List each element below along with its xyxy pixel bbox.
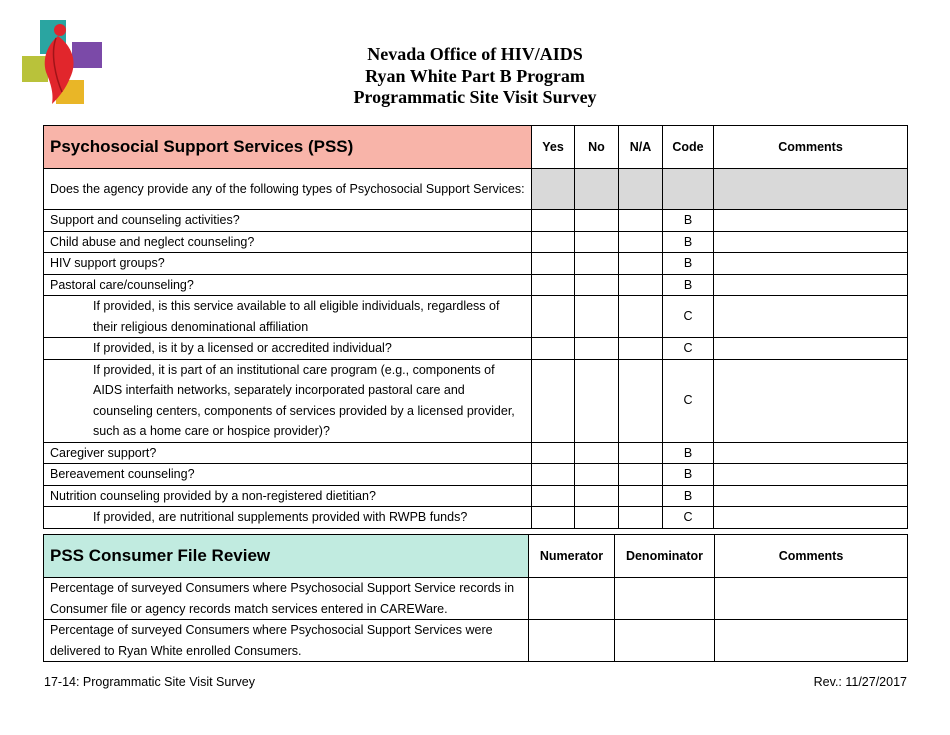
col-comments-header: Comments	[715, 535, 908, 578]
numerator-cell[interactable]	[529, 620, 615, 662]
comments-cell[interactable]	[714, 359, 908, 442]
comments-cell[interactable]	[714, 442, 908, 464]
pss-table-header-row	[44, 126, 908, 169]
no-cell[interactable]	[575, 507, 619, 529]
question-text: If provided, are nutritional supplements provided with RWPB funds?	[44, 507, 532, 529]
file-review-header-row	[44, 535, 908, 578]
yes-cell[interactable]	[532, 274, 575, 296]
table-row	[44, 210, 908, 232]
table-row	[44, 253, 908, 275]
code-cell: B	[663, 485, 714, 507]
footer-revision-date: Rev.: 11/27/2017	[813, 675, 907, 689]
comments-cell[interactable]	[714, 274, 908, 296]
pss-file-review-table	[43, 534, 908, 662]
code-cell: C	[663, 359, 714, 442]
code-cell: B	[663, 442, 714, 464]
question-text: Nutrition counseling provided by a non-registered dietitian?	[44, 485, 532, 507]
yes-cell[interactable]	[532, 253, 575, 275]
col-comments-header: Comments	[714, 126, 908, 169]
table-row	[44, 169, 908, 210]
table-row	[44, 507, 908, 529]
no-cell[interactable]	[575, 210, 619, 232]
yes-cell[interactable]	[532, 210, 575, 232]
no-cell[interactable]	[575, 464, 619, 486]
no-cell[interactable]	[575, 253, 619, 275]
col-no-header: No	[575, 126, 619, 169]
table-row	[44, 296, 908, 338]
comments-cell	[714, 169, 908, 210]
comments-cell[interactable]	[714, 231, 908, 253]
code-cell: B	[663, 253, 714, 275]
col-code-header: Code	[663, 126, 714, 169]
pss-section-title: Psychosocial Support Services (PSS)	[44, 126, 532, 169]
header-survey-title: Programmatic Site Visit Survey	[353, 87, 597, 107]
yes-cell[interactable]	[532, 338, 575, 360]
table-row	[44, 338, 908, 360]
yes-cell[interactable]	[532, 442, 575, 464]
na-cell[interactable]	[619, 231, 663, 253]
table-row	[44, 464, 908, 486]
code-cell: B	[663, 274, 714, 296]
question-text: If provided, it is part of an institutional care program (e.g., components of AIDS interfaith networks, separately incorporated pastoral care and counseling centers, components of services provided by a licensed provider, such as a home care or hospice provider)?	[44, 359, 532, 442]
na-cell[interactable]	[619, 338, 663, 360]
col-na-header: N/A	[619, 126, 663, 169]
no-cell[interactable]	[575, 274, 619, 296]
pss-survey-table	[43, 125, 908, 529]
no-cell[interactable]	[575, 359, 619, 442]
yes-cell[interactable]	[532, 485, 575, 507]
code-cell: C	[663, 507, 714, 529]
na-cell[interactable]	[619, 274, 663, 296]
no-cell[interactable]	[575, 442, 619, 464]
na-cell[interactable]	[619, 253, 663, 275]
yes-cell	[532, 169, 575, 210]
comments-cell[interactable]	[715, 620, 908, 662]
question-text: Does the agency provide any of the following types of Psychosocial Support Services:	[44, 169, 532, 210]
na-cell[interactable]	[619, 296, 663, 338]
denominator-cell[interactable]	[615, 578, 715, 620]
document-header	[0, 44, 950, 109]
table-row	[44, 274, 908, 296]
table-row	[44, 442, 908, 464]
comments-cell[interactable]	[714, 464, 908, 486]
na-cell[interactable]	[619, 485, 663, 507]
question-text: Bereavement counseling?	[44, 464, 532, 486]
table-row	[44, 578, 908, 620]
no-cell[interactable]	[575, 338, 619, 360]
question-text: If provided, is it by a licensed or accredited individual?	[44, 338, 532, 360]
question-text: If provided, is this service available to all eligible individuals, regardless of their religious denominational affiliation	[44, 296, 532, 338]
numerator-cell[interactable]	[529, 578, 615, 620]
yes-cell[interactable]	[532, 464, 575, 486]
question-text: HIV support groups?	[44, 253, 532, 275]
na-cell[interactable]	[619, 210, 663, 232]
yes-cell[interactable]	[532, 296, 575, 338]
na-cell[interactable]	[619, 464, 663, 486]
no-cell[interactable]	[575, 296, 619, 338]
na-cell[interactable]	[619, 359, 663, 442]
question-text: Support and counseling activities?	[44, 210, 532, 232]
col-denominator-header: Denominator	[615, 535, 715, 578]
table-row	[44, 485, 908, 507]
code-cell: B	[663, 210, 714, 232]
file-review-section-title: PSS Consumer File Review	[44, 535, 529, 578]
header-program: Ryan White Part B Program	[365, 65, 585, 86]
footer-form-id: 17-14: Programmatic Site Visit Survey	[44, 675, 255, 689]
question-text: Child abuse and neglect counseling?	[44, 231, 532, 253]
col-yes-header: Yes	[532, 126, 575, 169]
code-cell: C	[663, 338, 714, 360]
code-cell	[663, 169, 714, 210]
no-cell	[575, 169, 619, 210]
code-cell: B	[663, 464, 714, 486]
col-numerator-header: Numerator	[529, 535, 615, 578]
code-cell: C	[663, 296, 714, 338]
comments-cell[interactable]	[714, 338, 908, 360]
question-text: Caregiver support?	[44, 442, 532, 464]
yes-cell[interactable]	[532, 359, 575, 442]
na-cell[interactable]	[619, 507, 663, 529]
na-cell[interactable]	[619, 442, 663, 464]
header-org: Nevada Office of HIV/AIDS	[367, 44, 583, 64]
comments-cell[interactable]	[714, 507, 908, 529]
no-cell[interactable]	[575, 485, 619, 507]
comments-cell[interactable]	[714, 253, 908, 275]
comments-cell[interactable]	[714, 210, 908, 232]
table-row	[44, 231, 908, 253]
comments-cell[interactable]	[714, 485, 908, 507]
denominator-cell[interactable]	[615, 620, 715, 662]
measure-text: Percentage of surveyed Consumers where Psychosocial Support Service records in Consumer file or agency records match services entered in CAREWare.	[44, 578, 529, 620]
code-cell: B	[663, 231, 714, 253]
yes-cell[interactable]	[532, 507, 575, 529]
no-cell[interactable]	[575, 231, 619, 253]
comments-cell[interactable]	[714, 296, 908, 338]
yes-cell[interactable]	[532, 231, 575, 253]
table-row	[44, 620, 908, 662]
measure-text: Percentage of surveyed Consumers where Psychosocial Support Services were delivered to Ryan White enrolled Consumers.	[44, 620, 529, 662]
na-cell	[619, 169, 663, 210]
question-text: Pastoral care/counseling?	[44, 274, 532, 296]
comments-cell[interactable]	[715, 578, 908, 620]
table-row	[44, 359, 908, 442]
